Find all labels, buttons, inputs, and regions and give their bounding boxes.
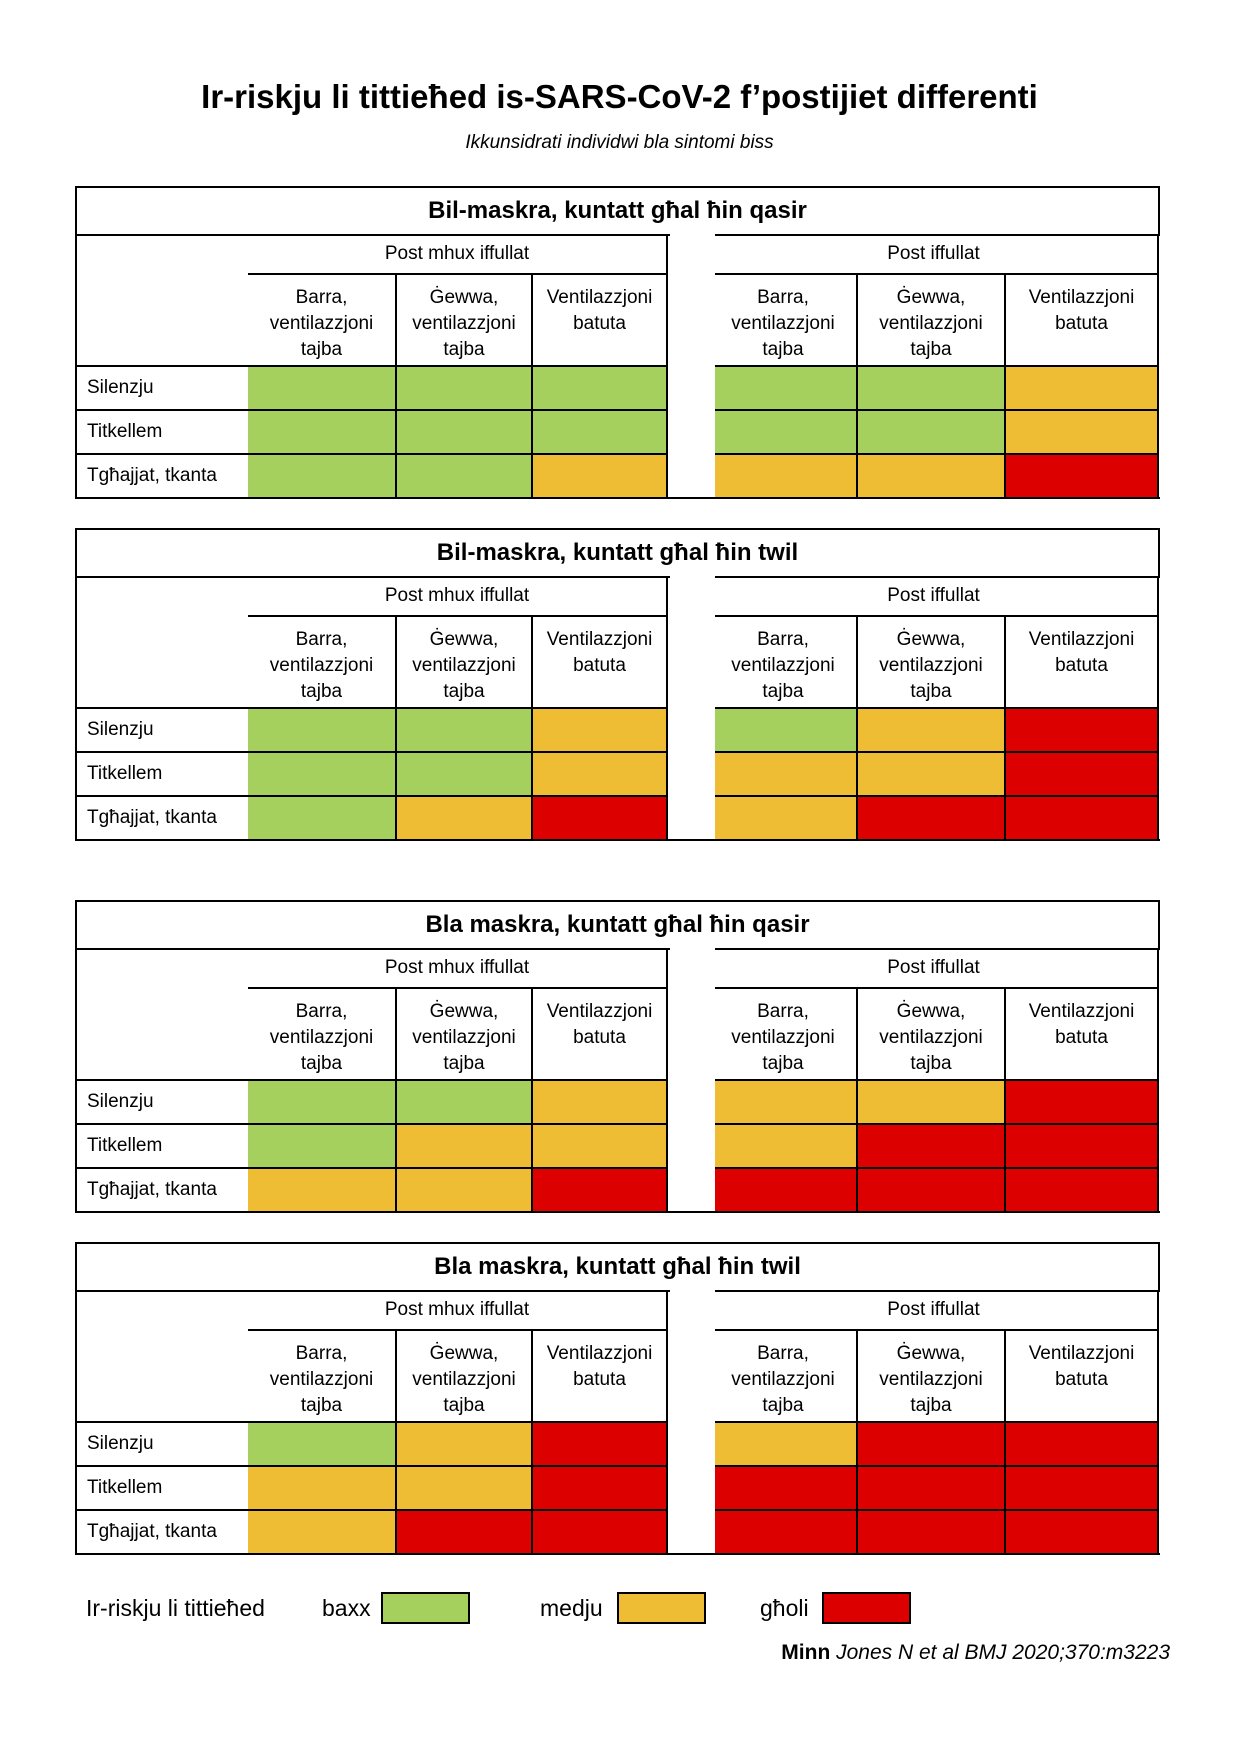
column-header-line: tajba: [910, 1395, 952, 1416]
risk-cell: [858, 795, 1006, 841]
column-header-line: Barra,: [757, 1001, 809, 1022]
column-header-line: tajba: [762, 339, 804, 360]
risk-cell: [248, 409, 397, 455]
column-header-line: tajba: [300, 339, 343, 360]
row-label: Titkellem: [75, 1123, 251, 1169]
column-header-line: batuta: [573, 1369, 626, 1390]
column-gap: [670, 576, 715, 841]
risk-cell: [1006, 409, 1159, 455]
column-header-line: ventilazzjoni: [269, 1027, 374, 1048]
column-header-line: ventilazzjoni: [731, 1369, 835, 1390]
risk-cell: [710, 409, 858, 455]
risk-cell: [533, 453, 668, 499]
column-header: [710, 273, 858, 367]
risk-cell: [248, 1123, 397, 1169]
column-header-line: Ġewwa,: [429, 629, 499, 650]
risk-cell: [397, 795, 533, 841]
risk-cell: [710, 1167, 858, 1213]
column-header: [533, 987, 668, 1081]
risk-cell: [533, 707, 668, 753]
column-header: [533, 615, 668, 709]
risk-cell: [858, 453, 1006, 499]
risk-cell: [397, 453, 533, 499]
column-header-line: ventilazzjoni: [879, 1369, 983, 1390]
row-label: Titkellem: [75, 1465, 251, 1511]
column-header: [710, 615, 858, 709]
row-label: Silenzju: [75, 707, 251, 753]
risk-cell: [710, 795, 858, 841]
row-label: Tgħajjat, tkanta: [75, 1509, 251, 1555]
column-header-line: tajba: [762, 681, 804, 702]
panel-bottom-rule: [75, 1211, 1160, 1213]
column-header-line: Ġewwa,: [896, 287, 966, 308]
column-gap: [670, 948, 715, 1213]
column-group-header: Post mhux iffullat: [248, 948, 668, 989]
risk-cell: [710, 751, 858, 797]
column-header-line: ventilazzjoni: [412, 313, 516, 334]
column-header-line: tajba: [762, 1395, 804, 1416]
column-header-line: ventilazzjoni: [269, 1369, 374, 1390]
legend-label-medium: medju: [540, 1595, 603, 1621]
column-header-line: Ġewwa,: [896, 1343, 966, 1364]
risk-cell: [710, 1421, 858, 1467]
risk-cell: [248, 1079, 397, 1125]
risk-cell: [397, 1421, 533, 1467]
column-header: [858, 273, 1006, 367]
column-header-line: Barra,: [295, 1343, 348, 1364]
column-header: [1006, 987, 1159, 1081]
panel-bottom-rule: [75, 497, 1160, 499]
risk-cell: [858, 1123, 1006, 1169]
column-group-header: Post iffullat: [710, 948, 1159, 989]
risk-cell: [533, 1167, 668, 1213]
column-header-line: ventilazzjoni: [731, 655, 835, 676]
risk-cell: [1006, 453, 1159, 499]
panel-caption: Bil-maskra, kuntatt għal ħin twil: [75, 528, 1160, 578]
risk-cell: [1006, 1465, 1159, 1511]
column-header-line: Barra,: [757, 1343, 809, 1364]
panel-bottom-rule: [75, 1553, 1160, 1555]
risk-panel: [75, 900, 1160, 1213]
risk-cell: [248, 1421, 397, 1467]
column-header-line: batuta: [1055, 1027, 1108, 1048]
risk-cell: [248, 1465, 397, 1511]
risk-cell: [397, 707, 533, 753]
column-header-line: tajba: [443, 681, 485, 702]
column-group-header: Post mhux iffullat: [248, 576, 668, 617]
header-corner: [75, 234, 251, 365]
risk-cell: [397, 365, 533, 411]
column-header: [397, 1329, 533, 1423]
row-label: Silenzju: [75, 1421, 251, 1467]
risk-cell: [533, 1465, 668, 1511]
column-header: [858, 615, 1006, 709]
risk-cell: [710, 1509, 858, 1555]
risk-cell: [858, 1421, 1006, 1467]
risk-cell: [248, 751, 397, 797]
header-corner: [75, 1290, 251, 1421]
column-header-line: ventilazzjoni: [731, 1027, 835, 1048]
legend-label-high: għoli: [760, 1595, 809, 1621]
column-header-line: ventilazzjoni: [879, 1027, 983, 1048]
risk-cell: [397, 1465, 533, 1511]
column-header: [248, 987, 397, 1081]
risk-cell: [710, 1079, 858, 1125]
column-header: [858, 987, 1006, 1081]
header-corner: [75, 948, 251, 1079]
legend-swatch-medium: [617, 1592, 706, 1624]
risk-cell: [1006, 707, 1159, 753]
risk-cell: [1006, 1509, 1159, 1555]
column-header-line: Ventilazzjoni: [546, 629, 653, 650]
risk-cell: [397, 409, 533, 455]
risk-cell: [397, 1079, 533, 1125]
risk-cell: [858, 707, 1006, 753]
risk-cell: [1006, 365, 1159, 411]
column-header-line: tajba: [910, 681, 952, 702]
risk-cell: [858, 751, 1006, 797]
risk-cell: [858, 365, 1006, 411]
risk-cell: [1006, 1167, 1159, 1213]
column-header: [1006, 1329, 1159, 1423]
column-header-line: Barra,: [757, 629, 809, 650]
row-label: Titkellem: [75, 409, 251, 455]
column-group-header: Post iffullat: [710, 576, 1159, 617]
panel-bottom-rule: [75, 839, 1160, 841]
risk-cell: [710, 707, 858, 753]
column-header: [248, 615, 397, 709]
column-header-line: Ventilazzjoni: [1028, 1343, 1135, 1364]
risk-cell: [248, 1509, 397, 1555]
column-header: [1006, 273, 1159, 367]
risk-cell: [858, 409, 1006, 455]
column-header-line: ventilazzjoni: [412, 655, 516, 676]
panel-caption: Bla maskra, kuntatt għal ħin qasir: [75, 900, 1160, 950]
column-header-line: ventilazzjoni: [269, 313, 374, 334]
column-gap: [670, 1290, 715, 1555]
risk-cell: [858, 1167, 1006, 1213]
source-lead: Minn: [781, 1641, 831, 1664]
column-header-line: Ventilazzjoni: [1028, 287, 1135, 308]
column-header-line: tajba: [443, 339, 485, 360]
risk-cell: [248, 795, 397, 841]
legend-label-low: baxx: [322, 1595, 371, 1621]
column-header: [1006, 615, 1159, 709]
column-group-header: Post iffullat: [710, 1290, 1159, 1331]
column-group-header: Post mhux iffullat: [248, 234, 668, 275]
column-header-line: tajba: [762, 1053, 804, 1074]
column-header-line: batuta: [573, 313, 626, 334]
column-header-line: tajba: [443, 1053, 485, 1074]
risk-cell: [397, 1167, 533, 1213]
legend-swatch-low: [381, 1592, 470, 1624]
panel-caption: Bil-maskra, kuntatt għal ħin qasir: [75, 186, 1160, 236]
column-header: [858, 1329, 1006, 1423]
column-header: [710, 1329, 858, 1423]
risk-cell: [1006, 1421, 1159, 1467]
risk-cell: [710, 1123, 858, 1169]
column-header-line: Ġewwa,: [896, 1001, 966, 1022]
risk-cell: [533, 409, 668, 455]
column-header-line: Ventilazzjoni: [546, 1343, 653, 1364]
column-gap: [670, 234, 715, 499]
column-header-line: tajba: [910, 339, 952, 360]
column-header-line: Ventilazzjoni: [546, 1001, 653, 1022]
column-group-header: Post mhux iffullat: [248, 1290, 668, 1331]
risk-cell: [248, 453, 397, 499]
column-header-line: ventilazzjoni: [879, 313, 983, 334]
row-label: Tgħajjat, tkanta: [75, 795, 251, 841]
column-header-line: Ventilazzjoni: [546, 287, 653, 308]
row-label: Silenzju: [75, 365, 251, 411]
header-corner: [75, 576, 251, 707]
column-header-line: Ventilazzjoni: [1028, 629, 1135, 650]
risk-cell: [533, 1123, 668, 1169]
risk-cell: [710, 365, 858, 411]
risk-panel: [75, 186, 1160, 499]
column-header: [397, 273, 533, 367]
risk-cell: [533, 751, 668, 797]
risk-cell: [710, 453, 858, 499]
risk-cell: [533, 1421, 668, 1467]
risk-cell: [248, 1167, 397, 1213]
column-header: [248, 273, 397, 367]
row-label: Tgħajjat, tkanta: [75, 1167, 251, 1213]
column-header: [397, 615, 533, 709]
column-header-line: ventilazzjoni: [412, 1027, 516, 1048]
column-header: [710, 987, 858, 1081]
column-header-line: batuta: [573, 655, 626, 676]
column-header-line: Ġewwa,: [429, 1001, 499, 1022]
row-label: Titkellem: [75, 751, 251, 797]
risk-cell: [397, 1509, 533, 1555]
source-reference: Jones N et al BMJ 2020;370:m3223: [836, 1641, 1170, 1664]
risk-cell: [1006, 751, 1159, 797]
legend-swatch-high: [822, 1592, 911, 1624]
column-header-line: Barra,: [295, 629, 348, 650]
row-label: Tgħajjat, tkanta: [75, 453, 251, 499]
risk-panel: [75, 528, 1160, 841]
column-header-line: Barra,: [295, 287, 348, 308]
source-citation: [781, 1641, 1170, 1665]
risk-cell: [1006, 1079, 1159, 1125]
column-header-line: batuta: [1055, 313, 1108, 334]
column-header-line: Barra,: [295, 1001, 348, 1022]
column-header-line: ventilazzjoni: [731, 313, 835, 334]
risk-cell: [1006, 795, 1159, 841]
column-header-line: tajba: [300, 1395, 343, 1416]
risk-panel: [75, 1242, 1160, 1555]
panel-caption: Bla maskra, kuntatt għal ħin twil: [75, 1242, 1160, 1292]
row-label: Silenzju: [75, 1079, 251, 1125]
column-header-line: batuta: [1055, 655, 1108, 676]
column-header-line: ventilazzjoni: [269, 655, 374, 676]
column-header-line: ventilazzjoni: [879, 655, 983, 676]
page-title: Ir-riskju li tittieħed is-SARS-CoV-2 f’postijiet differenti: [201, 78, 1038, 115]
risk-cell: [397, 751, 533, 797]
column-header: [397, 987, 533, 1081]
risk-cell: [858, 1079, 1006, 1125]
risk-cell: [533, 365, 668, 411]
page-subtitle: Ikkunsidrati individwi bla sintomi biss: [465, 132, 774, 153]
risk-cell: [710, 1465, 858, 1511]
column-header-line: Ġewwa,: [429, 287, 499, 308]
column-header-line: Ġewwa,: [429, 1343, 499, 1364]
risk-cell: [397, 1123, 533, 1169]
column-header-line: Ġewwa,: [896, 629, 966, 650]
risk-cell: [533, 1079, 668, 1125]
risk-cell: [533, 795, 668, 841]
risk-cell: [248, 707, 397, 753]
column-group-header: Post iffullat: [710, 234, 1159, 275]
risk-cell: [533, 1509, 668, 1555]
column-header-line: Ventilazzjoni: [1028, 1001, 1135, 1022]
risk-cell: [248, 365, 397, 411]
column-header-line: tajba: [910, 1053, 952, 1074]
column-header: [533, 273, 668, 367]
column-header-line: batuta: [1055, 1369, 1108, 1390]
risk-cell: [858, 1509, 1006, 1555]
column-header-line: batuta: [573, 1027, 626, 1048]
column-header: [248, 1329, 397, 1423]
risk-cell: [1006, 1123, 1159, 1169]
column-header-line: tajba: [300, 1053, 343, 1074]
column-header-line: tajba: [300, 681, 343, 702]
column-header-line: Barra,: [757, 287, 809, 308]
column-header: [533, 1329, 668, 1423]
risk-cell: [858, 1465, 1006, 1511]
legend-title: Ir-riskju li tittieħed: [86, 1595, 265, 1621]
column-header-line: tajba: [443, 1395, 485, 1416]
column-header-line: ventilazzjoni: [412, 1369, 516, 1390]
